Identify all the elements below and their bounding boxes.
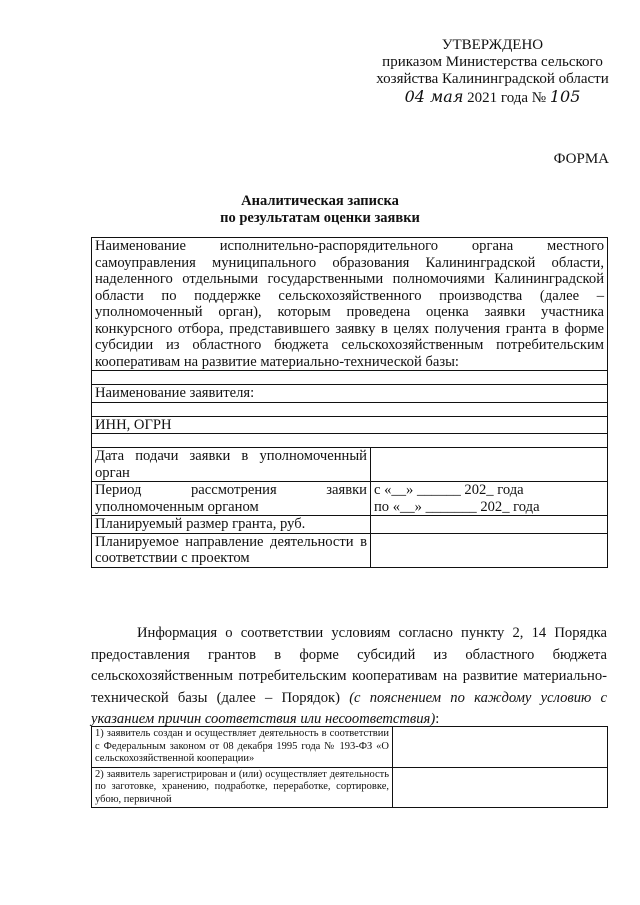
applicant-entry-cell[interactable] [92, 402, 608, 416]
submit-date-value[interactable] [371, 448, 608, 482]
conditions-colon: : [435, 711, 440, 727]
handwritten-number: 105 [549, 87, 581, 106]
conditions-table [91, 726, 608, 808]
period-to: по «__» _______ 202_ года [374, 498, 540, 515]
document-title [0, 193, 640, 227]
application-info-table [91, 237, 608, 568]
direction-label: Планируемое направление деятельности в соответствии с проектом [92, 533, 371, 567]
title-line-2: по результатам оценки заявки [220, 210, 420, 226]
title-line-1: Аналитическая записка [241, 193, 399, 209]
handwritten-date: 04 мая [404, 87, 464, 106]
grant-size-value[interactable] [371, 516, 608, 534]
approval-stamp-block [370, 37, 615, 107]
table-row [92, 238, 608, 371]
date-suffix: 2021 года № [463, 90, 550, 106]
direction-value[interactable] [371, 533, 608, 567]
period-label: Период рассмотрения заявки уполномоченным органом [92, 482, 371, 516]
table-row [92, 434, 608, 448]
approval-date-line [370, 88, 615, 107]
form-label: ФОРМА [553, 151, 609, 167]
body-name-cell: Наименование исполнительно-распорядительного органа местного самоуправления муниципального образования Калининградской области, наделенного отдельными государственными полномочиями Калининградской области по поддержке сельскохозяйственного производства (далее – уполномоченный орган), которым проведена оценка заявки участника конкурсного отбора, представившего заявку в целях получения гранта в форме субсидии из областного бюджета сельскохозяйственным потребительским кооперативам на развитие материально-технической базы: [92, 238, 608, 371]
table-row [92, 516, 608, 534]
inn-label-cell: ИНН, ОГРН [92, 416, 608, 434]
body-name-entry-cell[interactable] [92, 371, 608, 385]
condition-2-text: 2) заявитель зарегистрирован и (или) осуществляет деятельность по заготовке, хранению, подработке, переработке, сортировке, убою, первичной [92, 767, 393, 808]
approved-heading: УТВЕРЖДЕНО [441, 37, 544, 53]
table-row [92, 385, 608, 403]
condition-1-value[interactable] [393, 727, 608, 768]
period-value[interactable] [371, 482, 608, 516]
table-row [92, 533, 608, 567]
conditions-note: (с пояснением по каждому условию с указанием причин соответствия или несоответствия) [91, 689, 607, 727]
table-row [92, 482, 608, 516]
conditions-text: Информация о соответствии условиям согласно пункту 2, 14 Порядка предоставления грантов в форме субсидий из областного бюджета сельскохозяйственным потребительским кооперативам на развитие материально-технической базы (далее – Порядок) [91, 625, 607, 706]
table-row [92, 767, 608, 808]
grant-size-label: Планируемый размер гранта, руб. [92, 516, 371, 534]
table-row [92, 402, 608, 416]
conditions-paragraph [91, 623, 607, 731]
approved-ministry: хозяйства Калининградской области [376, 71, 609, 87]
table-row [92, 727, 608, 768]
inn-entry-cell[interactable] [92, 434, 608, 448]
period-from: с «__» ______ 202_ года [374, 482, 524, 498]
table-row [92, 416, 608, 434]
approved-by-order: приказом Министерства сельского [382, 54, 603, 70]
applicant-label-cell: Наименование заявителя: [92, 385, 608, 403]
submit-date-label: Дата подачи заявки в уполномоченный орган [92, 448, 371, 482]
condition-2-value[interactable] [393, 767, 608, 808]
table-row [92, 448, 608, 482]
condition-1-text: 1) заявитель создан и осуществляет деятельность в соответствии с Федеральным законом от 08 декабря 1995 года № 193-ФЗ «О сельскохозяйственной кооперации» [92, 727, 393, 768]
table-row [92, 371, 608, 385]
